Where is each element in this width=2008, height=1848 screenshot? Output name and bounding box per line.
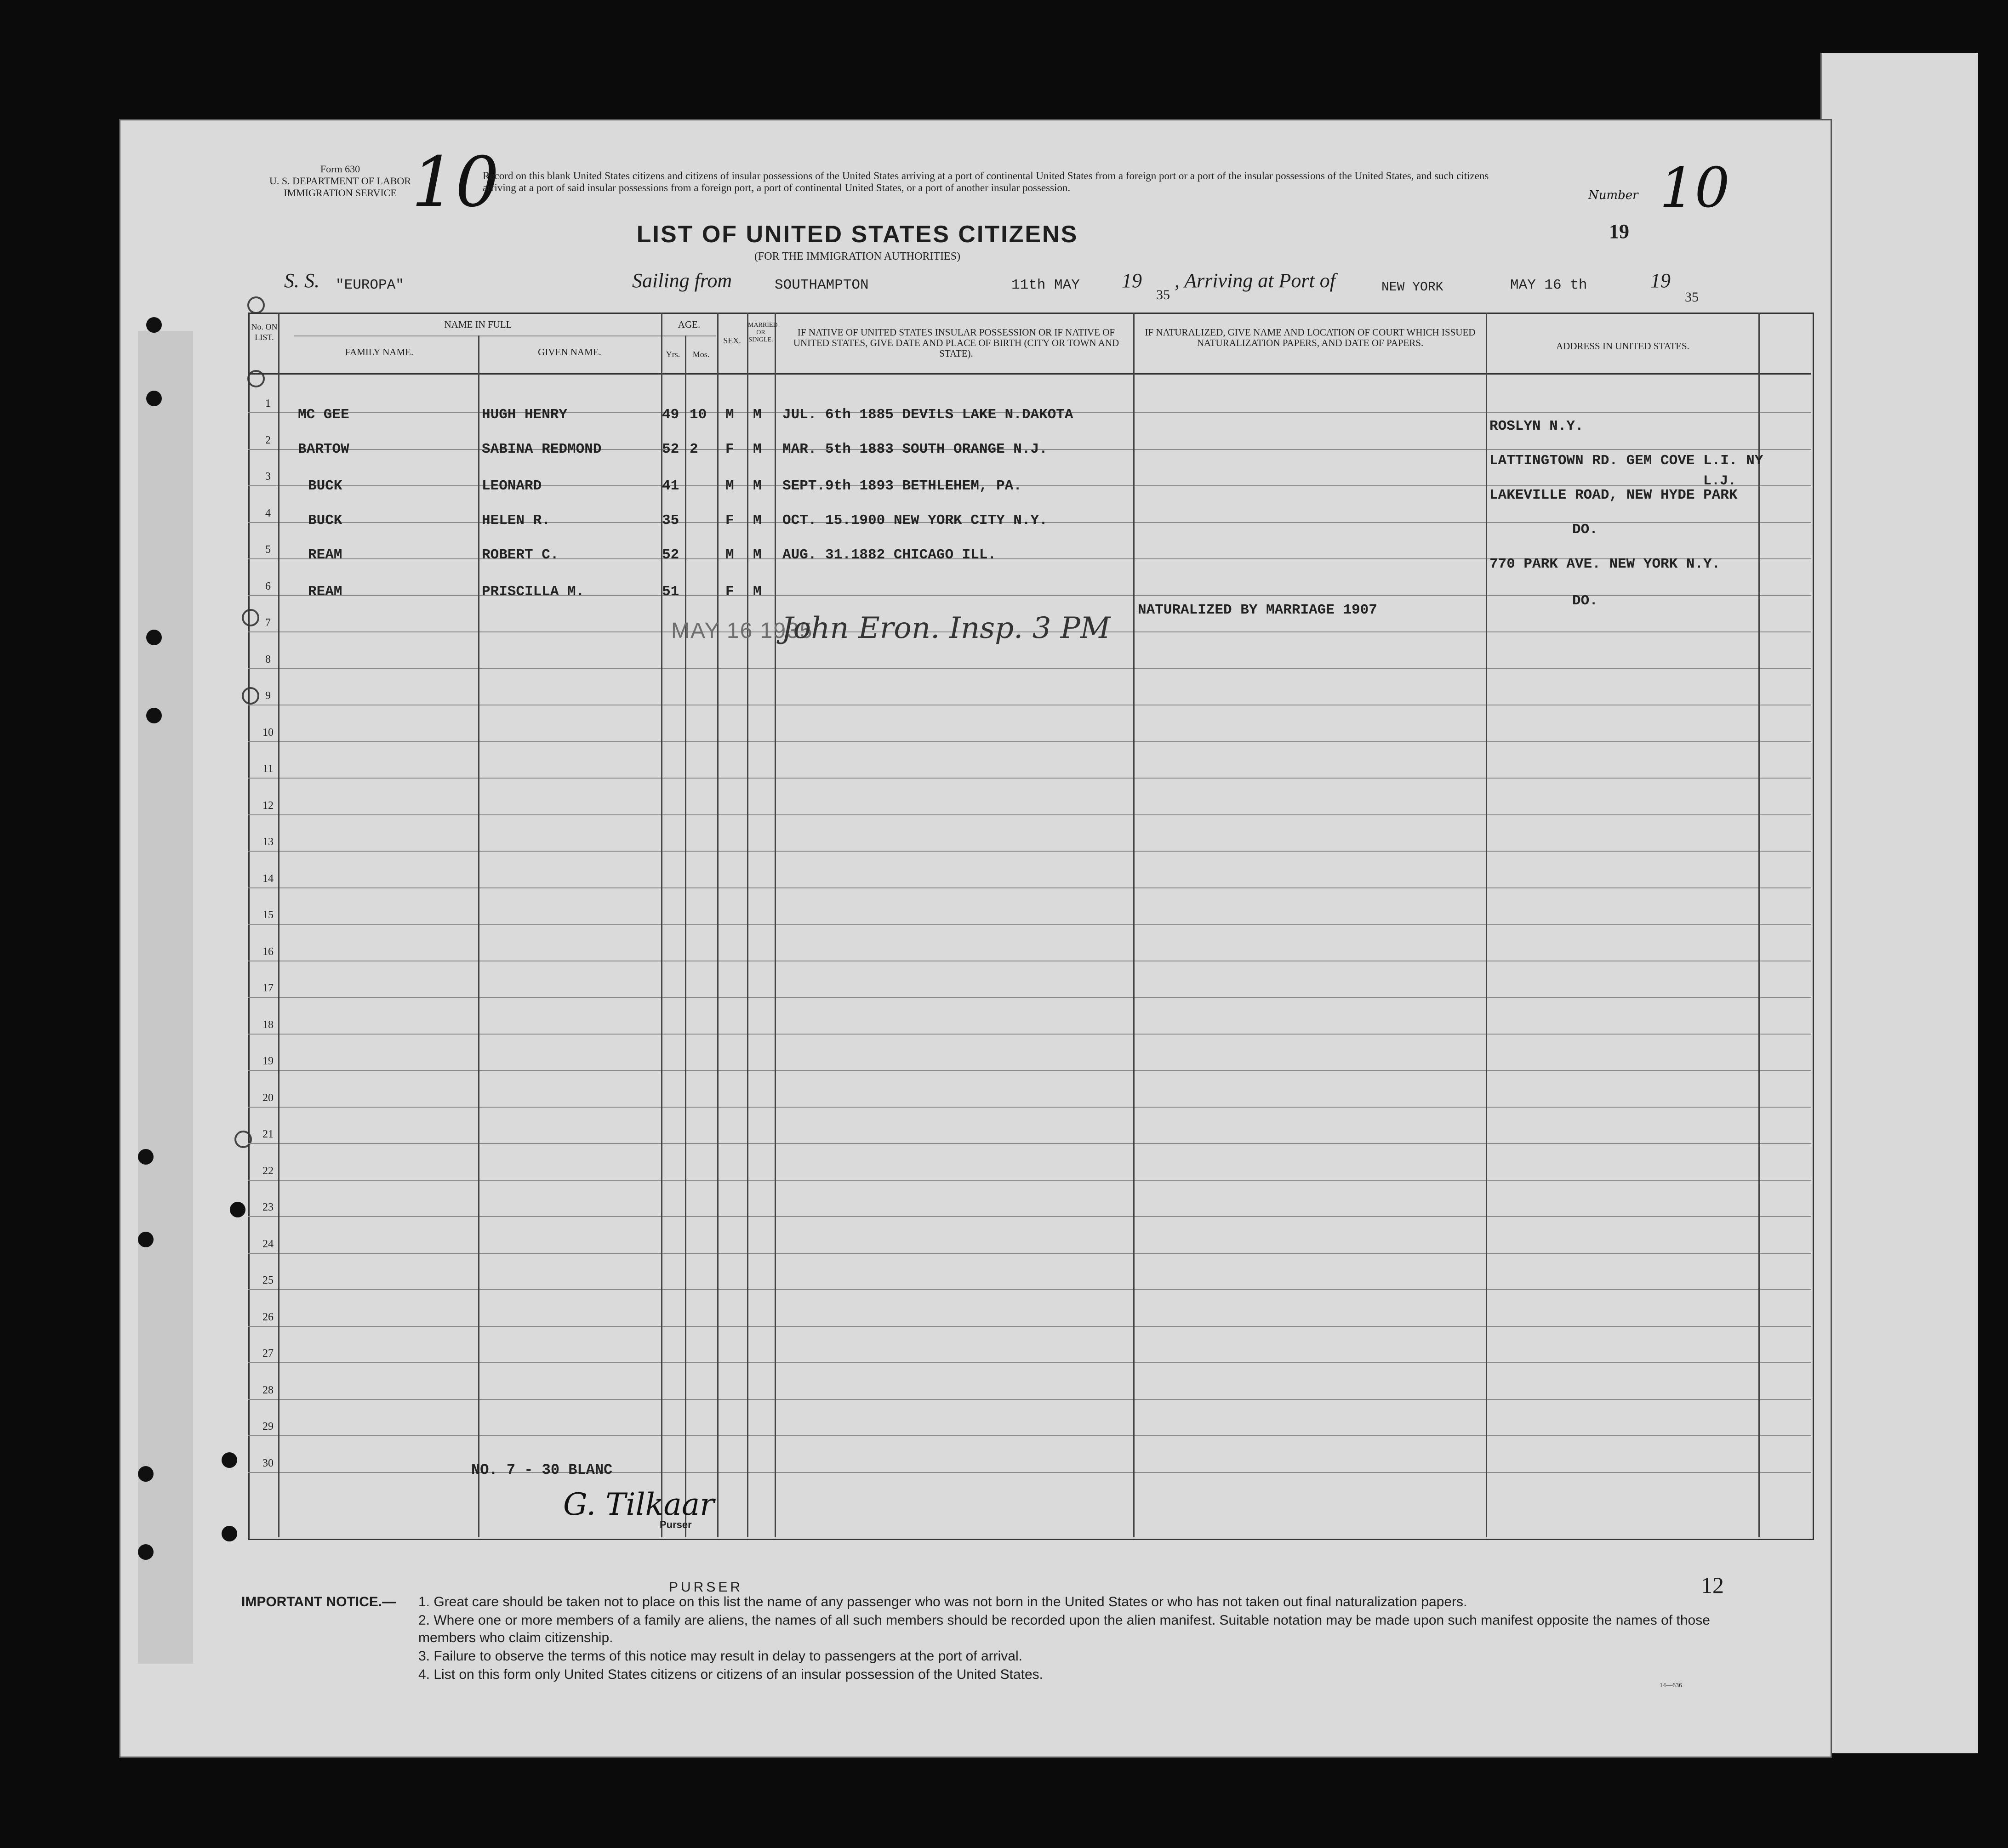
- row-number: 17: [262, 982, 274, 994]
- given-name-cell: SABINA REDMOND: [482, 441, 602, 457]
- family-name-cell: BUCK: [308, 512, 342, 529]
- year-prefix-1: 19: [1122, 269, 1142, 292]
- age-years-cell: 35: [662, 512, 679, 529]
- address-cell: LATTINGTOWN RD. GEM COVE L.I. NY: [1489, 453, 1763, 469]
- birth-cell: SEPT.9th 1893 BETHLEHEM, PA.: [782, 478, 1022, 494]
- row-number: 7: [265, 617, 271, 629]
- header-sex: SEX.: [723, 336, 741, 345]
- punch-hole: [138, 1544, 154, 1560]
- col-divider: [685, 335, 686, 1537]
- number-label: Number: [1588, 188, 1638, 202]
- row-number: 14: [262, 872, 274, 885]
- row-rule: [248, 668, 1811, 669]
- row-number: 8: [265, 653, 271, 665]
- address-cell: LAKEVILLE ROAD, NEW HYDE PARK: [1489, 487, 1738, 503]
- birth-cell: OCT. 15.1900 NEW YORK CITY N.Y.: [782, 512, 1048, 529]
- binding-strip: [138, 331, 193, 1664]
- row-number: 21: [262, 1128, 274, 1140]
- purser-label: PURSER: [669, 1580, 743, 1595]
- row-number: 18: [262, 1018, 274, 1031]
- family-name-cell: BARTOW: [298, 441, 349, 457]
- year-prefix-2: 19: [1650, 269, 1671, 292]
- row-number: 15: [262, 909, 274, 921]
- row-rule: [248, 997, 1811, 998]
- header-no-on-list: No. ON LIST.: [251, 322, 278, 342]
- row-number: 9: [265, 690, 271, 702]
- age-years-cell: 52: [662, 441, 679, 457]
- col-divider: [661, 313, 662, 1537]
- address-cell: ROSLYN N.Y.: [1489, 418, 1584, 434]
- blank-rows-note: NO. 7 - 30 BLANC: [471, 1461, 613, 1478]
- age-years-cell: 49: [662, 407, 679, 423]
- row-number: 13: [262, 836, 274, 848]
- punch-hole: [222, 1452, 237, 1468]
- row-rule: [248, 924, 1811, 925]
- row-number: 22: [262, 1165, 274, 1177]
- row-number: 24: [262, 1238, 274, 1250]
- sex-cell: F: [725, 584, 734, 600]
- sex-cell: M: [725, 547, 734, 563]
- row-number: 20: [262, 1092, 274, 1104]
- age-years-cell: 52: [662, 547, 679, 563]
- age-header-rule: [661, 335, 716, 336]
- row-rule: [248, 1180, 1811, 1181]
- row-rule: [248, 1253, 1811, 1254]
- family-name-cell: MC GEE: [298, 407, 349, 423]
- row-number: 1: [265, 398, 271, 409]
- document-subtitle: (FOR THE IMMIGRATION AUTHORITIES): [754, 250, 961, 262]
- age-years-cell: 51: [662, 584, 679, 600]
- col-divider: [1758, 313, 1760, 1537]
- header-address: ADDRESS IN UNITED STATES.: [1556, 341, 1689, 352]
- marital-status-cell: M: [753, 547, 762, 563]
- row-rule: [248, 1326, 1811, 1327]
- page-number: 12: [1701, 1572, 1724, 1598]
- punch-hole: [222, 1526, 237, 1541]
- sex-cell: F: [725, 441, 734, 457]
- row-rule: [248, 741, 1811, 742]
- punch-hole: [138, 1232, 154, 1247]
- row-number: 30: [262, 1457, 274, 1469]
- header-name-in-full: NAME IN FULL: [444, 319, 512, 330]
- sailing-label: Sailing from: [632, 269, 732, 292]
- birth-cell: MAR. 5th 1883 SOUTH ORANGE N.J.: [782, 441, 1048, 457]
- row-number: 28: [262, 1384, 274, 1396]
- punch-hole: [146, 708, 162, 723]
- birth-cell: AUG. 31.1882 CHICAGO ILL.: [782, 547, 997, 563]
- family-name-cell: BUCK: [308, 478, 342, 494]
- address-note: L.J.: [1703, 473, 1737, 489]
- given-name-cell: PRISCILLA M.: [482, 584, 585, 600]
- row-number: 23: [262, 1201, 274, 1213]
- handwritten-list-number: 10: [411, 142, 499, 222]
- number-value: 10: [1660, 156, 1730, 220]
- row-number: 29: [262, 1421, 274, 1433]
- row-rule: [248, 1070, 1811, 1071]
- given-name-cell: HELEN R.: [482, 512, 550, 529]
- row-number: 3: [265, 471, 271, 483]
- row-rule: [248, 851, 1811, 852]
- notice-item: 4. List on this form only United States citizens or citizens of an insular possession of the United States.: [418, 1667, 1044, 1682]
- col-divider: [478, 335, 479, 1537]
- row-rule: [248, 1034, 1811, 1035]
- row-number: 11: [262, 763, 274, 775]
- header-married-single: MARRIED OR SINGLE.: [748, 322, 778, 343]
- sex-cell: M: [725, 478, 734, 494]
- family-name-cell: REAM: [308, 584, 342, 600]
- birth-cell: JUL. 6th 1885 DEVILS LAKE N.DAKOTA: [782, 407, 1073, 423]
- row-rule: [248, 1435, 1811, 1436]
- purser-signature: G. Tilkaar: [563, 1487, 714, 1522]
- row-rule: [248, 1289, 1811, 1290]
- given-name-cell: HUGH HENRY: [482, 407, 568, 423]
- punch-hole: [146, 317, 162, 333]
- header-years: Yrs.: [666, 350, 680, 359]
- punch-hole: [146, 391, 162, 406]
- sailing-date: 11th MAY: [1011, 277, 1080, 293]
- date-stamp: MAY 16 1935: [671, 619, 813, 643]
- page-reference: 19: [1609, 220, 1629, 243]
- notice-item: 1. Great care should be taken not to place on this list the name of any passenger who was not born in the United States or who has not taken out final naturalization papers.: [418, 1594, 1467, 1609]
- row-number: 25: [262, 1274, 274, 1286]
- naturalized-cell: NATURALIZED BY MARRIAGE 1907: [1138, 602, 1377, 618]
- punch-hole: [146, 630, 162, 645]
- row-number: 12: [262, 799, 274, 812]
- given-name-cell: LEONARD: [482, 478, 542, 494]
- row-number: 2: [265, 434, 271, 446]
- notice-item: 3. Failure to observe the terms of this notice may result in delay to passengers at the port of arrival.: [418, 1649, 1022, 1664]
- row-rule: [248, 778, 1811, 779]
- row-rule: [248, 1143, 1811, 1144]
- age-months-cell: 2: [690, 441, 698, 457]
- row-number: 6: [265, 580, 271, 592]
- marital-status-cell: M: [753, 441, 762, 457]
- row-number: 10: [262, 726, 274, 739]
- sex-cell: M: [725, 407, 734, 423]
- row-rule: [248, 814, 1811, 815]
- notice-heading: IMPORTANT NOTICE.—: [241, 1594, 396, 1609]
- header-months: Mos.: [692, 350, 710, 359]
- row-number: 5: [265, 544, 271, 556]
- arrival-port: NEW YORK: [1381, 280, 1443, 295]
- service-name: IMMIGRATION SERVICE: [284, 187, 397, 199]
- family-name-cell: REAM: [308, 547, 342, 563]
- row-rule: [248, 1362, 1811, 1363]
- arrival-date: MAY 16 th: [1510, 277, 1587, 293]
- year-2: 35: [1685, 290, 1699, 305]
- address-cell: 770 PARK AVE. NEW YORK N.Y.: [1489, 556, 1721, 572]
- punch-hole: [138, 1149, 154, 1165]
- row-rule: [248, 1107, 1811, 1108]
- punch-hole: [138, 1466, 154, 1482]
- address-cell: DO.: [1572, 522, 1598, 538]
- row-number: 19: [262, 1055, 274, 1067]
- row-number: 26: [262, 1311, 274, 1323]
- row-number: 27: [262, 1348, 274, 1359]
- marital-status-cell: M: [753, 407, 762, 423]
- ship-name: "EUROPA": [336, 277, 404, 293]
- header-native: IF NATIVE OF UNITED STATES INSULAR POSSESSION OR IF NATIVE OF UNITED STATES, GIVE DATE AND PLACE OF BIRTH (CITY OR TOWN AND STATE).: [793, 327, 1119, 359]
- department-name: U. S. DEPARTMENT OF LABOR: [269, 175, 411, 187]
- purser-small-label: Purser: [660, 1519, 692, 1530]
- given-name-cell: ROBERT C.: [482, 547, 559, 563]
- col-divider: [747, 313, 748, 1537]
- arriving-label: , Arriving at Port of: [1175, 269, 1335, 292]
- header-family-name: FAMILY NAME.: [345, 347, 414, 358]
- ring-hole: [247, 296, 265, 314]
- col-divider: [775, 313, 776, 1537]
- marital-status-cell: M: [753, 512, 762, 529]
- row-number: 4: [265, 507, 271, 519]
- row-number: 16: [262, 945, 274, 958]
- col-divider: [717, 313, 719, 1537]
- row-rule: [248, 1399, 1811, 1400]
- address-cell: DO.: [1572, 593, 1598, 609]
- punch-hole: [230, 1202, 245, 1217]
- age-months-cell: 10: [690, 407, 707, 423]
- col-divider: [1486, 313, 1487, 1537]
- age-years-cell: 41: [662, 478, 679, 494]
- year-1: 35: [1156, 287, 1170, 302]
- header-age: AGE.: [678, 319, 701, 330]
- notice-item: 2. Where one or more members of a family are aliens, the names of all such members should be recorded upon the alien manifest. Suitable notation may be made upon such manifest opposite the names of those members who claim citizenship.: [418, 1613, 1710, 1645]
- ss-label: S. S.: [284, 269, 319, 292]
- marital-status-cell: M: [753, 584, 762, 600]
- inspector-signature: John Eron. Insp. 3 PM: [782, 611, 1111, 645]
- col-divider: [1133, 313, 1135, 1537]
- header-rule: [248, 373, 1811, 375]
- print-code: 14—636: [1660, 1682, 1682, 1689]
- instructions-text: Record on this blank United States citizens and citizens of insular possessions of the United States arriving at a port of continental United States from a foreign port or a port of the insular possessions of the United States, and such citizens arriving at a port of said insular possessions from a foreign port, a port of continental United States, or a port of another insular possession.: [483, 170, 1489, 193]
- sex-cell: F: [725, 512, 734, 529]
- row-rule: [248, 1216, 1811, 1217]
- marital-status-cell: M: [753, 478, 762, 494]
- departure-port: SOUTHAMPTON: [775, 277, 869, 293]
- header-given-name: GIVEN NAME.: [538, 347, 601, 358]
- header-naturalized: IF NATURALIZED, GIVE NAME AND LOCATION OF COURT WHICH ISSUED NATURALIZATION PAPERS, AND DATE OF PAPERS.: [1145, 327, 1476, 348]
- underlying-page: [1820, 53, 1978, 1753]
- row-rule: [248, 887, 1811, 888]
- document-title: LIST OF UNITED STATES CITIZENS: [636, 221, 1078, 248]
- form-id: Form 630: [320, 163, 360, 175]
